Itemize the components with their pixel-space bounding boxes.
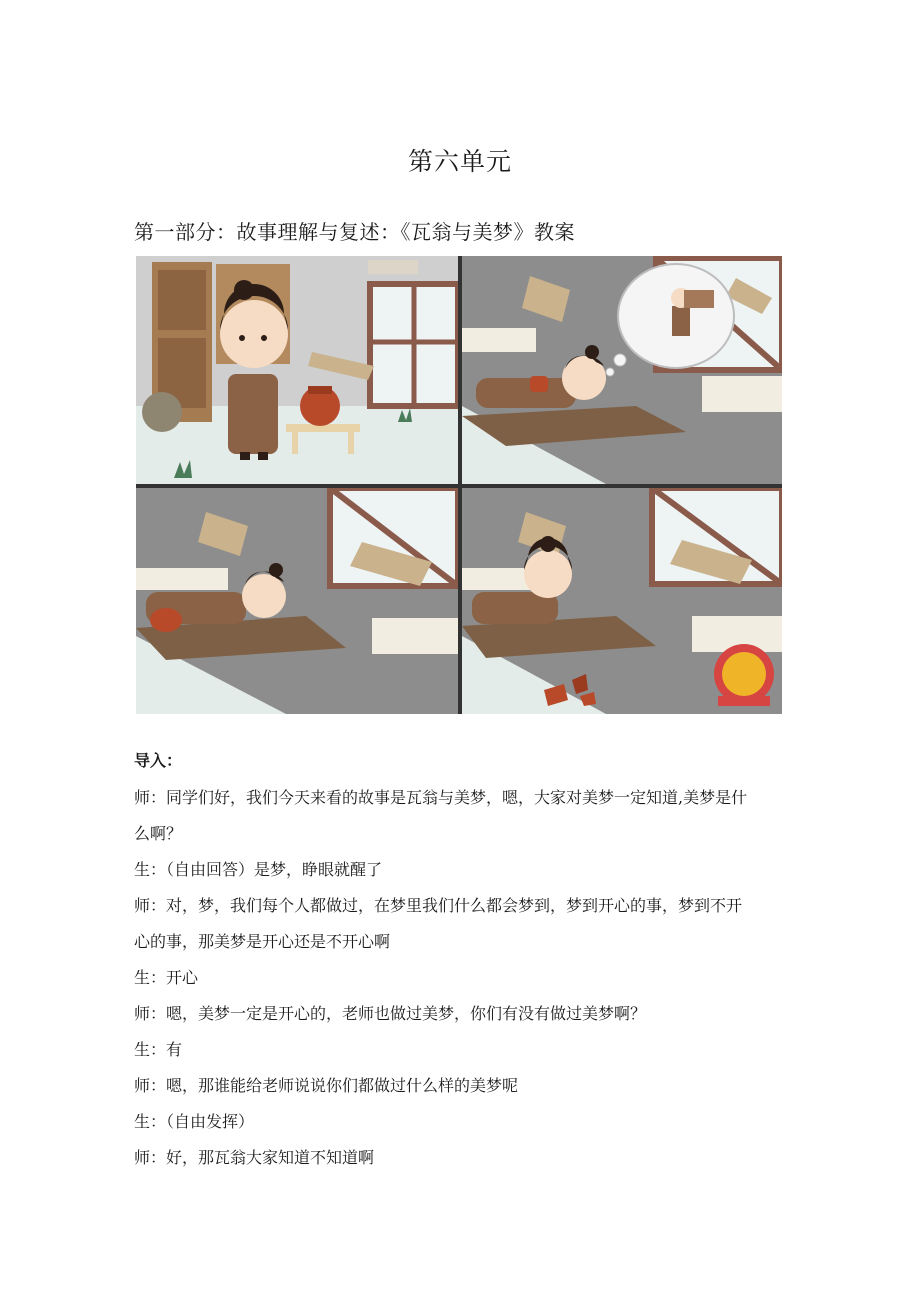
comic-illustration: [136, 256, 782, 714]
dialogue-line: 生：有: [134, 1040, 183, 1059]
section-label-intro: 导入：: [134, 751, 183, 770]
dialogue: [134, 780, 789, 1176]
dialogue-line: 生：（自由回答）是梦，睁眼就醒了: [134, 860, 383, 879]
dialogue-line: 么啊？: [134, 824, 183, 843]
comic-panel-4: [462, 488, 782, 714]
dialogue-line: 师：嗯，那谁能给老师说说你们都做过什么样的美梦呢: [134, 1076, 519, 1095]
comic-panel-1: [136, 256, 458, 484]
dialogue-line: 师：嗯，美梦一定是开心的，老师也做过美梦，你们有没有做过美梦啊？: [134, 1004, 647, 1023]
dialogue-line: 生：（自由发挥）: [134, 1112, 255, 1131]
dialogue-line: 心的事，那美梦是开心还是不开心啊: [134, 932, 391, 951]
dialogue-line: 生：开心: [134, 968, 199, 987]
part-heading: 第一部分：故事理解与复述：《瓦翁与美梦》教案: [134, 220, 575, 244]
comic-panel-3: [136, 488, 458, 714]
dialogue-line: 师：好，那瓦翁大家知道不知道啊: [134, 1148, 375, 1167]
dialogue-line: 师：同学们好，我们今天来看的故事是瓦翁与美梦，嗯，大家对美梦一定知道,美梦是什: [134, 788, 748, 807]
page-title: 第六单元: [407, 147, 512, 176]
comic-panel-2: [462, 256, 782, 484]
dialogue-line: 师：对，梦，我们每个人都做过，在梦里我们什么都会梦到，梦到开心的事，梦到不开: [134, 896, 743, 915]
